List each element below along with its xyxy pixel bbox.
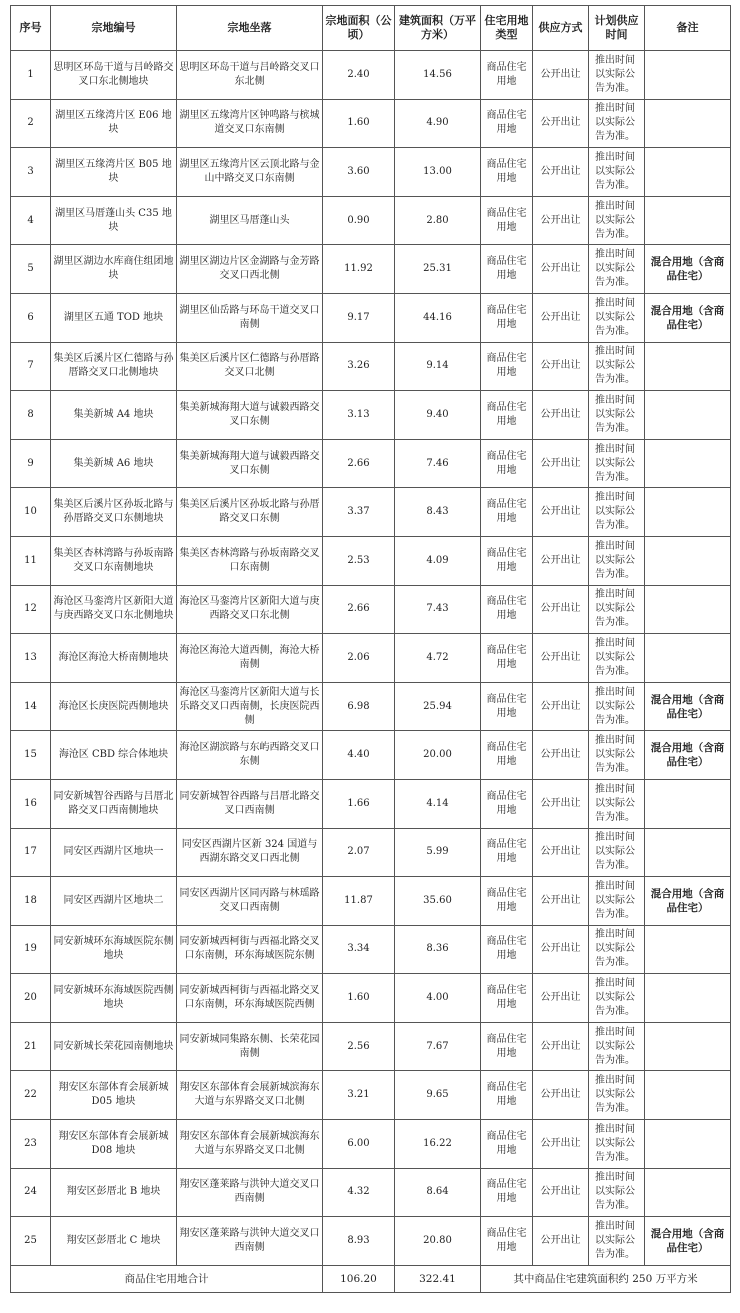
cell-building-area: 5.99: [395, 828, 481, 877]
cell-parcel-name: 同安区西湖片区地块二: [51, 877, 177, 926]
cell-land-type: 商品住宅用地: [481, 731, 533, 780]
cell-supply-method: 公开出让: [533, 1217, 589, 1266]
cell-land-type: 商品住宅用地: [481, 51, 533, 100]
table-row: [11, 488, 731, 537]
table-row: [11, 974, 731, 1023]
cell-land-area: 3.34: [323, 925, 395, 974]
cell-no: 6: [11, 293, 51, 342]
cell-land-area: 2.07: [323, 828, 395, 877]
cell-note: [645, 925, 731, 974]
cell-plan-time: 推出时间以实际公告为准。: [589, 439, 645, 488]
cell-land-area: 6.98: [323, 682, 395, 731]
cell-building-area: 8.36: [395, 925, 481, 974]
cell-location: 湖里区马厝蓬山头: [177, 196, 323, 245]
cell-note: [645, 1022, 731, 1071]
cell-plan-time: 推出时间以实际公告为准。: [589, 974, 645, 1023]
cell-land-type: 商品住宅用地: [481, 1217, 533, 1266]
cell-parcel-name: 同安区西湖片区地块一: [51, 828, 177, 877]
cell-no: 7: [11, 342, 51, 391]
cell-parcel-name: 海沧区海沧大桥南侧地块: [51, 634, 177, 683]
cell-location: 集美区杏林湾路与孙坂南路交叉口东南侧: [177, 536, 323, 585]
cell-note: [645, 439, 731, 488]
cell-location: 翔安区东部体育会展新城滨海东大道与东界路交叉口北侧: [177, 1120, 323, 1169]
cell-land-area: 3.21: [323, 1071, 395, 1120]
cell-note: [645, 828, 731, 877]
cell-location: 海沧区海沧大道西侧，海沧大桥南侧: [177, 634, 323, 683]
cell-parcel-name: 集美新城 A4 地块: [51, 391, 177, 440]
cell-plan-time: 推出时间以实际公告为准。: [589, 99, 645, 148]
cell-note: [645, 342, 731, 391]
total-building-area: 322.41: [395, 1265, 481, 1292]
table-row: [11, 1022, 731, 1071]
total-land-area: 106.20: [323, 1265, 395, 1292]
cell-location: 同安新城同集路东侧、长荣花园南侧: [177, 1022, 323, 1071]
cell-land-type: 商品住宅用地: [481, 391, 533, 440]
cell-parcel-name: 海沧区长庚医院西侧地块: [51, 682, 177, 731]
cell-note: 混合用地（含商品住宅）: [645, 731, 731, 780]
cell-land-type: 商品住宅用地: [481, 99, 533, 148]
cell-no: 22: [11, 1071, 51, 1120]
cell-land-type: 商品住宅用地: [481, 1120, 533, 1169]
cell-supply-method: 公开出让: [533, 536, 589, 585]
table-row: [11, 828, 731, 877]
cell-building-area: 25.31: [395, 245, 481, 294]
cell-land-type: 商品住宅用地: [481, 828, 533, 877]
cell-location: 思明区环岛干道与吕岭路交叉口东北侧: [177, 51, 323, 100]
cell-no: 12: [11, 585, 51, 634]
cell-building-area: 20.80: [395, 1217, 481, 1266]
cell-land-type: 商品住宅用地: [481, 682, 533, 731]
cell-parcel-name: 集美区杏林湾路与孙坂南路交叉口东南侧地块: [51, 536, 177, 585]
cell-supply-method: 公开出让: [533, 1022, 589, 1071]
cell-building-area: 4.90: [395, 99, 481, 148]
cell-note: [645, 148, 731, 197]
cell-parcel-name: 同安新城长荣花园南侧地块: [51, 1022, 177, 1071]
cell-building-area: 9.65: [395, 1071, 481, 1120]
cell-parcel-name: 集美区后溪片区仁德路与孙厝路交叉口北侧地块: [51, 342, 177, 391]
cell-location: 湖里区湖边片区金湖路与金芳路交叉口西北侧: [177, 245, 323, 294]
cell-location: 集美新城海翔大道与诚毅西路交叉口东侧: [177, 391, 323, 440]
cell-location: 集美区后溪片区孙坂北路与孙厝路交叉口东侧: [177, 488, 323, 537]
table-row: [11, 634, 731, 683]
cell-plan-time: 推出时间以实际公告为准。: [589, 1168, 645, 1217]
table-row: [11, 196, 731, 245]
cell-no: 9: [11, 439, 51, 488]
cell-parcel-name: 海沧区马銮湾片区新阳大道与庚西路交叉口东北侧地块: [51, 585, 177, 634]
table-row: [11, 439, 731, 488]
cell-plan-time: 推出时间以实际公告为准。: [589, 877, 645, 926]
cell-land-area: 1.66: [323, 779, 395, 828]
table-row: [11, 245, 731, 294]
cell-note: [645, 488, 731, 537]
table-row: [11, 779, 731, 828]
cell-no: 2: [11, 99, 51, 148]
cell-land-type: 商品住宅用地: [481, 585, 533, 634]
cell-note: [645, 196, 731, 245]
cell-parcel-name: 湖里区马厝蓬山头 C35 地块: [51, 196, 177, 245]
cell-building-area: 20.00: [395, 731, 481, 780]
cell-note: 混合用地（含商品住宅）: [645, 682, 731, 731]
cell-no: 8: [11, 391, 51, 440]
cell-parcel-name: 翔安区彭厝北 B 地块: [51, 1168, 177, 1217]
cell-supply-method: 公开出让: [533, 634, 589, 683]
cell-land-area: 2.06: [323, 634, 395, 683]
table-row: [11, 293, 731, 342]
cell-note: [645, 51, 731, 100]
cell-parcel-name: 集美区后溪片区孙坂北路与孙厝路交叉口东侧地块: [51, 488, 177, 537]
cell-note: [645, 1168, 731, 1217]
header-note: 备注: [645, 6, 731, 51]
table-row: [11, 682, 731, 731]
cell-plan-time: 推出时间以实际公告为准。: [589, 245, 645, 294]
table-row: [11, 99, 731, 148]
document-page: [10, 5, 731, 1293]
cell-supply-method: 公开出让: [533, 488, 589, 537]
cell-supply-method: 公开出让: [533, 1071, 589, 1120]
cell-no: 20: [11, 974, 51, 1023]
cell-land-area: 3.37: [323, 488, 395, 537]
header-building-area: 建筑面积（万平方米）: [395, 6, 481, 51]
cell-parcel-name: 翔安区东部体育会展新城 D08 地块: [51, 1120, 177, 1169]
cell-location: 集美新城海翔大道与诚毅西路交叉口东侧: [177, 439, 323, 488]
cell-plan-time: 推出时间以实际公告为准。: [589, 51, 645, 100]
table-footer: [11, 1265, 731, 1292]
cell-supply-method: 公开出让: [533, 925, 589, 974]
cell-parcel-name: 翔安区彭厝北 C 地块: [51, 1217, 177, 1266]
table-row: [11, 536, 731, 585]
table-row: [11, 342, 731, 391]
cell-supply-method: 公开出让: [533, 682, 589, 731]
cell-supply-method: 公开出让: [533, 391, 589, 440]
cell-supply-method: 公开出让: [533, 585, 589, 634]
cell-supply-method: 公开出让: [533, 779, 589, 828]
cell-land-area: 3.13: [323, 391, 395, 440]
cell-parcel-name: 思明区环岛干道与吕岭路交叉口东北侧地块: [51, 51, 177, 100]
cell-location: 湖里区仙岳路与环岛干道交叉口南侧: [177, 293, 323, 342]
header-land-type: 住宅用地类型: [481, 6, 533, 51]
cell-plan-time: 推出时间以实际公告为准。: [589, 1120, 645, 1169]
cell-building-area: 8.64: [395, 1168, 481, 1217]
cell-location: 集美区后溪片区仁德路与孙厝路交叉口北侧: [177, 342, 323, 391]
cell-building-area: 16.22: [395, 1120, 481, 1169]
table-row: [11, 877, 731, 926]
cell-plan-time: 推出时间以实际公告为准。: [589, 196, 645, 245]
total-label: 商品住宅用地合计: [11, 1265, 323, 1292]
cell-land-area: 2.56: [323, 1022, 395, 1071]
land-supply-table: [10, 5, 731, 1293]
cell-plan-time: 推出时间以实际公告为准。: [589, 342, 645, 391]
cell-note: [645, 585, 731, 634]
cell-supply-method: 公开出让: [533, 439, 589, 488]
cell-plan-time: 推出时间以实际公告为准。: [589, 682, 645, 731]
cell-note: 混合用地（含商品住宅）: [645, 877, 731, 926]
cell-no: 14: [11, 682, 51, 731]
header-parcel-name: 宗地编号: [51, 6, 177, 51]
cell-location: 海沧区湖滨路与东屿西路交叉口东侧: [177, 731, 323, 780]
cell-land-type: 商品住宅用地: [481, 634, 533, 683]
cell-land-type: 商品住宅用地: [481, 488, 533, 537]
cell-land-type: 商品住宅用地: [481, 148, 533, 197]
cell-land-area: 1.60: [323, 974, 395, 1023]
cell-land-type: 商品住宅用地: [481, 1022, 533, 1071]
cell-building-area: 7.67: [395, 1022, 481, 1071]
cell-land-type: 商品住宅用地: [481, 245, 533, 294]
table-header: [11, 6, 731, 51]
cell-note: [645, 536, 731, 585]
cell-land-area: 2.66: [323, 585, 395, 634]
table-row: [11, 925, 731, 974]
header-land-area: 宗地面积（公顷）: [323, 6, 395, 51]
cell-no: 1: [11, 51, 51, 100]
cell-supply-method: 公开出让: [533, 342, 589, 391]
cell-plan-time: 推出时间以实际公告为准。: [589, 148, 645, 197]
cell-no: 23: [11, 1120, 51, 1169]
cell-supply-method: 公开出让: [533, 877, 589, 926]
cell-location: 海沧区马銮湾片区新阳大道与庚西路交叉口东北侧: [177, 585, 323, 634]
cell-location: 海沧区马銮湾片区新阳大道与长乐路交叉口西南侧，长庚医院西侧: [177, 682, 323, 731]
cell-plan-time: 推出时间以实际公告为准。: [589, 1022, 645, 1071]
cell-land-area: 0.90: [323, 196, 395, 245]
cell-no: 11: [11, 536, 51, 585]
cell-land-type: 商品住宅用地: [481, 1071, 533, 1120]
cell-land-type: 商品住宅用地: [481, 1168, 533, 1217]
cell-land-type: 商品住宅用地: [481, 293, 533, 342]
cell-land-type: 商品住宅用地: [481, 536, 533, 585]
cell-land-type: 商品住宅用地: [481, 877, 533, 926]
cell-location: 翔安区蓬莱路与洪钟大道交叉口西南侧: [177, 1168, 323, 1217]
header-location: 宗地坐落: [177, 6, 323, 51]
cell-land-area: 8.93: [323, 1217, 395, 1266]
cell-land-type: 商品住宅用地: [481, 779, 533, 828]
cell-supply-method: 公开出让: [533, 828, 589, 877]
cell-note: 混合用地（含商品住宅）: [645, 1217, 731, 1266]
cell-location: 湖里区五缘湾片区云顶北路与金山中路交叉口东南侧: [177, 148, 323, 197]
cell-building-area: 4.14: [395, 779, 481, 828]
cell-building-area: 9.14: [395, 342, 481, 391]
header-row: [11, 6, 731, 51]
cell-no: 19: [11, 925, 51, 974]
cell-land-area: 4.32: [323, 1168, 395, 1217]
table-body: [11, 51, 731, 1266]
cell-note: [645, 99, 731, 148]
cell-no: 18: [11, 877, 51, 926]
table-row: [11, 1217, 731, 1266]
cell-location: 同安新城西柯街与西福北路交叉口东南侧，环东海域医院东侧: [177, 925, 323, 974]
cell-plan-time: 推出时间以实际公告为准。: [589, 488, 645, 537]
table-row: [11, 731, 731, 780]
cell-plan-time: 推出时间以实际公告为准。: [589, 1071, 645, 1120]
cell-building-area: 44.16: [395, 293, 481, 342]
cell-building-area: 8.43: [395, 488, 481, 537]
cell-land-area: 3.60: [323, 148, 395, 197]
cell-location: 翔安区蓬莱路与洪钟大道交叉口西南侧: [177, 1217, 323, 1266]
table-row: [11, 1168, 731, 1217]
cell-parcel-name: 集美新城 A6 地块: [51, 439, 177, 488]
cell-supply-method: 公开出让: [533, 974, 589, 1023]
cell-no: 13: [11, 634, 51, 683]
cell-plan-time: 推出时间以实际公告为准。: [589, 1217, 645, 1266]
cell-building-area: 4.00: [395, 974, 481, 1023]
cell-note: 混合用地（含商品住宅）: [645, 293, 731, 342]
cell-land-area: 9.17: [323, 293, 395, 342]
cell-note: 混合用地（含商品住宅）: [645, 245, 731, 294]
cell-no: 25: [11, 1217, 51, 1266]
cell-parcel-name: 湖里区湖边水库商住组团地块: [51, 245, 177, 294]
cell-supply-method: 公开出让: [533, 51, 589, 100]
cell-land-type: 商品住宅用地: [481, 925, 533, 974]
cell-plan-time: 推出时间以实际公告为准。: [589, 779, 645, 828]
cell-building-area: 35.60: [395, 877, 481, 926]
cell-parcel-name: 海沧区 CBD 综合体地块: [51, 731, 177, 780]
cell-parcel-name: 同安新城环东海域医院东侧地块: [51, 925, 177, 974]
cell-plan-time: 推出时间以实际公告为准。: [589, 585, 645, 634]
cell-no: 5: [11, 245, 51, 294]
cell-parcel-name: 同安新城环东海域医院西侧地块: [51, 974, 177, 1023]
cell-parcel-name: 湖里区五缘湾片区 E06 地块: [51, 99, 177, 148]
cell-supply-method: 公开出让: [533, 196, 589, 245]
cell-land-area: 11.92: [323, 245, 395, 294]
cell-land-type: 商品住宅用地: [481, 974, 533, 1023]
cell-land-area: 2.66: [323, 439, 395, 488]
cell-land-area: 6.00: [323, 1120, 395, 1169]
cell-plan-time: 推出时间以实际公告为准。: [589, 634, 645, 683]
cell-land-area: 2.53: [323, 536, 395, 585]
table-row: [11, 51, 731, 100]
cell-supply-method: 公开出让: [533, 1120, 589, 1169]
cell-no: 3: [11, 148, 51, 197]
cell-building-area: 4.72: [395, 634, 481, 683]
cell-supply-method: 公开出让: [533, 99, 589, 148]
cell-plan-time: 推出时间以实际公告为准。: [589, 293, 645, 342]
cell-no: 24: [11, 1168, 51, 1217]
cell-parcel-name: 翔安区东部体育会展新城 D05 地块: [51, 1071, 177, 1120]
header-supply-method: 供应方式: [533, 6, 589, 51]
cell-parcel-name: 湖里区五缘湾片区 B05 地块: [51, 148, 177, 197]
cell-no: 15: [11, 731, 51, 780]
cell-no: 21: [11, 1022, 51, 1071]
cell-location: 同安区西湖片区同丙路与林瑶路交叉口西南侧: [177, 877, 323, 926]
cell-no: 10: [11, 488, 51, 537]
header-no: 序号: [11, 6, 51, 51]
cell-no: 4: [11, 196, 51, 245]
cell-location: 同安新城西柯街与西福北路交叉口东南侧，环东海域医院西侧: [177, 974, 323, 1023]
cell-plan-time: 推出时间以实际公告为准。: [589, 731, 645, 780]
cell-building-area: 4.09: [395, 536, 481, 585]
cell-land-area: 2.40: [323, 51, 395, 100]
cell-location: 翔安区东部体育会展新城滨海东大道与东界路交叉口北侧: [177, 1071, 323, 1120]
header-plan-time: 计划供应时间: [589, 6, 645, 51]
cell-parcel-name: 同安新城智谷西路与吕厝北路交叉口西南侧地块: [51, 779, 177, 828]
cell-plan-time: 推出时间以实际公告为准。: [589, 925, 645, 974]
cell-location: 湖里区五缘湾片区钟鸣路与槟城道交叉口东南侧: [177, 99, 323, 148]
table-row: [11, 1071, 731, 1120]
table-row: [11, 585, 731, 634]
cell-building-area: 25.94: [395, 682, 481, 731]
cell-building-area: 7.43: [395, 585, 481, 634]
cell-building-area: 2.80: [395, 196, 481, 245]
cell-supply-method: 公开出让: [533, 148, 589, 197]
cell-note: [645, 1071, 731, 1120]
cell-location: 同安区西湖片区新 324 国道与西湖东路交叉口西北侧: [177, 828, 323, 877]
cell-note: [645, 974, 731, 1023]
cell-no: 17: [11, 828, 51, 877]
cell-note: [645, 779, 731, 828]
cell-plan-time: 推出时间以实际公告为准。: [589, 828, 645, 877]
cell-plan-time: 推出时间以实际公告为准。: [589, 536, 645, 585]
cell-location: 同安新城智谷西路与吕厝北路交叉口西南侧: [177, 779, 323, 828]
cell-note: [645, 634, 731, 683]
cell-land-type: 商品住宅用地: [481, 196, 533, 245]
table-row: [11, 391, 731, 440]
cell-building-area: 7.46: [395, 439, 481, 488]
cell-supply-method: 公开出让: [533, 245, 589, 294]
cell-note: [645, 1120, 731, 1169]
cell-supply-method: 公开出让: [533, 1168, 589, 1217]
cell-land-area: 3.26: [323, 342, 395, 391]
cell-land-type: 商品住宅用地: [481, 342, 533, 391]
cell-building-area: 13.00: [395, 148, 481, 197]
cell-building-area: 14.56: [395, 51, 481, 100]
cell-land-type: 商品住宅用地: [481, 439, 533, 488]
total-remark: 其中商品住宅建筑面积约 250 万平方米: [481, 1265, 731, 1292]
cell-plan-time: 推出时间以实际公告为准。: [589, 391, 645, 440]
cell-land-area: 11.87: [323, 877, 395, 926]
total-row: [11, 1265, 731, 1292]
cell-note: [645, 391, 731, 440]
cell-building-area: 9.40: [395, 391, 481, 440]
cell-no: 16: [11, 779, 51, 828]
cell-parcel-name: 湖里区五通 TOD 地块: [51, 293, 177, 342]
table-row: [11, 1120, 731, 1169]
cell-supply-method: 公开出让: [533, 293, 589, 342]
table-row: [11, 148, 731, 197]
cell-land-area: 1.60: [323, 99, 395, 148]
cell-supply-method: 公开出让: [533, 731, 589, 780]
cell-land-area: 4.40: [323, 731, 395, 780]
